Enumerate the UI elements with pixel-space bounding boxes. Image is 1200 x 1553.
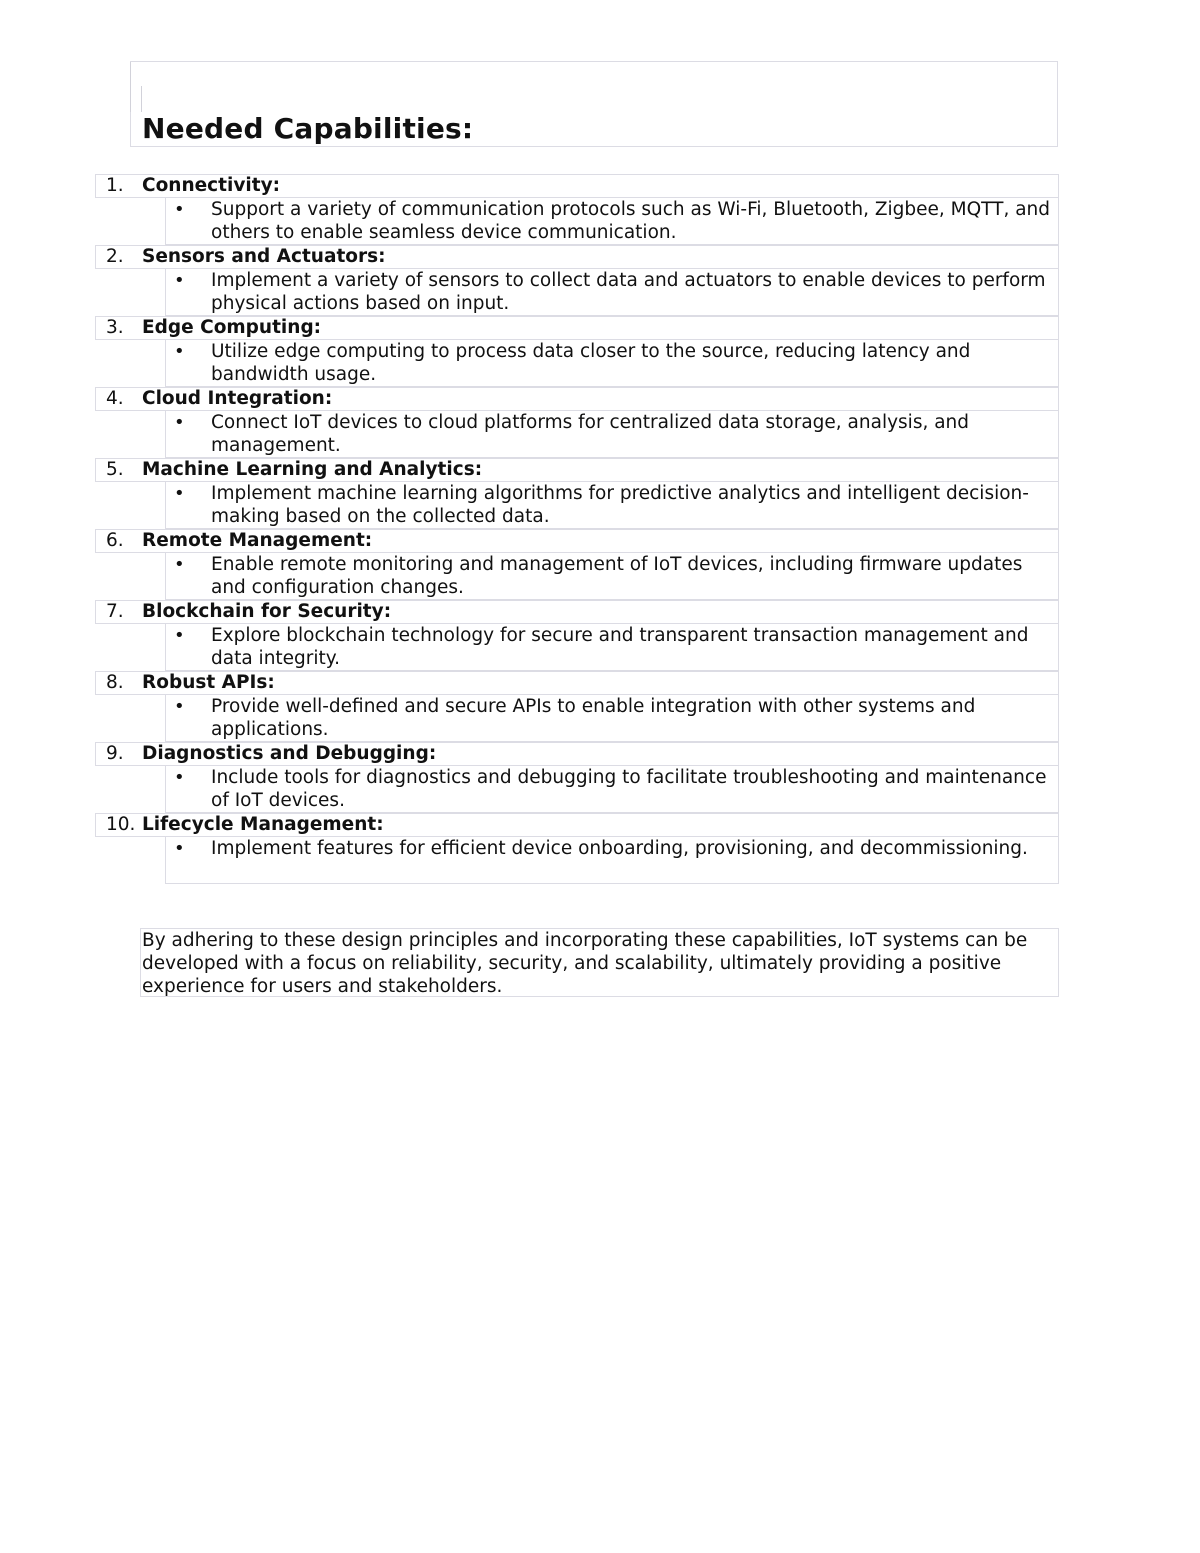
capability-heading-row <box>95 174 1059 198</box>
capability-description-row <box>165 198 1059 245</box>
text-cursor-marker <box>141 86 142 112</box>
list-item <box>95 742 1059 813</box>
capability-title: Blockchain for Security: <box>142 601 392 622</box>
capability-description-row <box>165 837 1059 884</box>
bullet-icon: • <box>174 341 185 362</box>
capability-description-row <box>165 624 1059 671</box>
capability-title: Diagnostics and Debugging: <box>142 743 437 764</box>
bullet-icon: • <box>174 554 185 575</box>
capability-title: Robust APIs: <box>142 672 275 693</box>
capability-number: 6. <box>106 530 124 551</box>
capability-description-row <box>165 340 1059 387</box>
capability-number: 5. <box>106 459 124 480</box>
capability-description-row <box>165 411 1059 458</box>
capability-title: Sensors and Actuators: <box>142 246 386 267</box>
capability-heading-row <box>95 600 1059 624</box>
capability-heading-row <box>95 813 1059 837</box>
capability-description: Support a variety of communication protocols such as Wi-Fi, Bluetooth, Zigbee, MQTT, and others to enable seamless device communication. <box>211 199 1051 243</box>
capability-description: Implement machine learning algorithms for predictive analytics and intelligent decision-making based on the collected data. <box>211 483 1029 527</box>
capability-description: Utilize edge computing to process data closer to the source, reducing latency and bandwidth usage. <box>211 341 971 385</box>
list-item <box>95 600 1059 671</box>
capability-number: 7. <box>106 601 124 622</box>
capability-heading-row <box>95 458 1059 482</box>
capability-number: 10. <box>106 814 136 835</box>
bullet-icon: • <box>174 199 185 220</box>
capability-title: Remote Management: <box>142 530 373 551</box>
capability-description: Connect IoT devices to cloud platforms for centralized data storage, analysis, and management. <box>211 412 970 456</box>
list-item <box>95 387 1059 458</box>
capability-description-row <box>165 695 1059 742</box>
capability-number: 8. <box>106 672 124 693</box>
capability-number: 9. <box>106 743 124 764</box>
list-item <box>95 671 1059 742</box>
bullet-icon: • <box>174 483 185 504</box>
capability-description: Include tools for diagnostics and debugging to facilitate troubleshooting and maintenance of IoT devices. <box>211 767 1047 811</box>
list-item <box>95 813 1059 884</box>
capability-title: Edge Computing: <box>142 317 322 338</box>
list-item <box>95 174 1059 245</box>
bullet-icon: • <box>174 625 185 646</box>
capability-description-row <box>165 766 1059 813</box>
capability-description: Enable remote monitoring and management of IoT devices, including firmware updates and configuration changes. <box>211 554 1023 598</box>
closing-paragraph: By adhering to these design principles and incorporating these capabilities, IoT systems can be developed with a focus on reliability, security, and scalability, ultimately providing a positive experience for users and stakeholders. <box>140 928 1059 997</box>
capability-heading-row <box>95 742 1059 766</box>
capability-title: Machine Learning and Analytics: <box>142 459 483 480</box>
capability-description: Implement features for efficient device onboarding, provisioning, and decommissioning. <box>211 838 1028 859</box>
bullet-icon: • <box>174 838 185 859</box>
bullet-icon: • <box>174 767 185 788</box>
capability-number: 2. <box>106 246 124 267</box>
capability-heading-row <box>95 529 1059 553</box>
capability-description-row <box>165 482 1059 529</box>
capability-description: Provide well-defined and secure APIs to enable integration with other systems and applications. <box>211 696 976 740</box>
capability-description: Implement a variety of sensors to collect data and actuators to enable devices to perform physical actions based on input. <box>211 270 1046 314</box>
capability-heading-row <box>95 671 1059 695</box>
list-item <box>95 245 1059 316</box>
heading-block <box>130 61 1058 147</box>
capability-description: Explore blockchain technology for secure and transparent transaction management and data integrity. <box>211 625 1029 669</box>
capability-description-row <box>165 553 1059 600</box>
bullet-icon: • <box>174 270 185 291</box>
capability-heading-row <box>95 316 1059 340</box>
capability-description-row <box>165 269 1059 316</box>
capability-list <box>95 174 1059 884</box>
list-item <box>95 458 1059 529</box>
bullet-icon: • <box>174 412 185 433</box>
capability-number: 1. <box>106 175 124 196</box>
capability-number: 4. <box>106 388 124 409</box>
capability-heading-row <box>95 387 1059 411</box>
bullet-icon: • <box>174 696 185 717</box>
capability-heading-row <box>95 245 1059 269</box>
list-item <box>95 529 1059 600</box>
page-title: Needed Capabilities: <box>142 112 474 145</box>
list-item <box>95 316 1059 387</box>
capability-title: Connectivity: <box>142 175 281 196</box>
margin-marker <box>130 62 131 112</box>
capability-title: Lifecycle Management: <box>142 814 384 835</box>
capability-title: Cloud Integration: <box>142 388 333 409</box>
capability-number: 3. <box>106 317 124 338</box>
